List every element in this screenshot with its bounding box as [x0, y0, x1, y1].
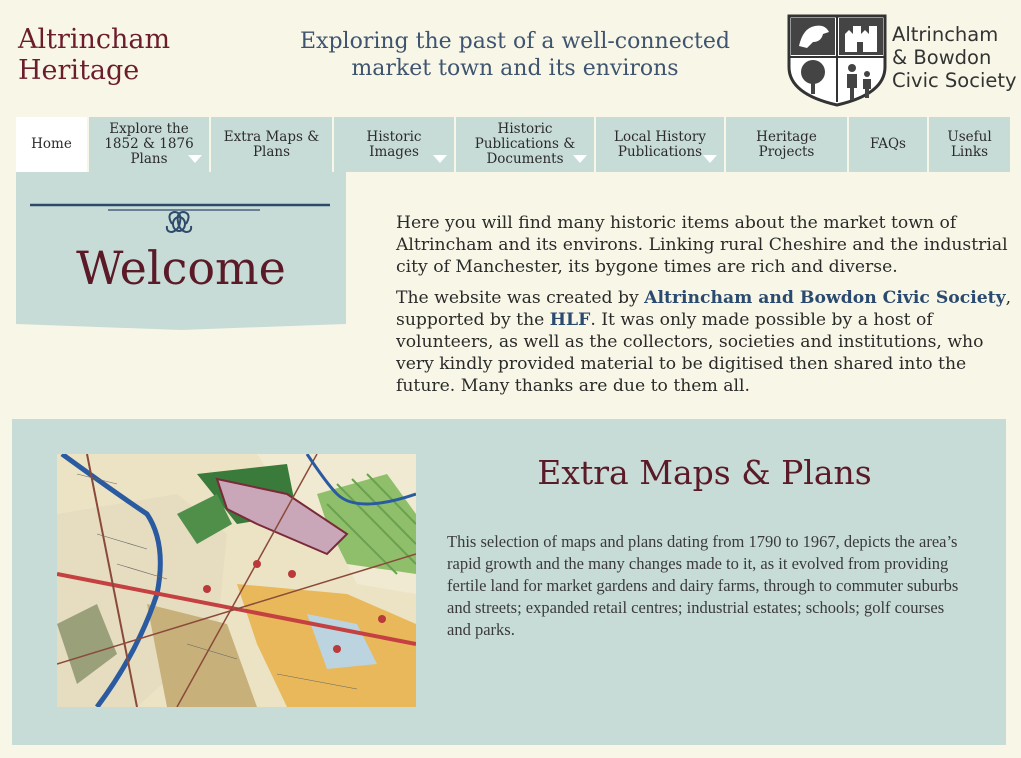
feature-description: This selection of maps and plans dating from 1790 to 1967, depicts the area’s rapid growth and the many changes made to it, as it evolved from providing fertile land for market gardens and dairy farms, through to commuter suburbs and streets; expanded retail centres; industrial estates; schools; golf courses and parks.	[447, 531, 959, 639]
nav-item-label: Useful Links	[947, 128, 992, 160]
welcome-heading: Welcome	[76, 241, 286, 295]
dropdown-caret-icon	[573, 155, 587, 163]
nav-item-faqs[interactable]	[849, 117, 927, 172]
extra-maps-feature	[12, 419, 1006, 745]
nav-item-explore-plans[interactable]	[89, 117, 209, 172]
nav-item-home[interactable]	[16, 117, 87, 172]
dropdown-caret-icon	[703, 155, 717, 163]
dropdown-caret-icon	[188, 155, 202, 163]
site-title-line2: Heritage	[18, 55, 140, 86]
nav-item-label: Historic Images	[366, 128, 422, 160]
civic-society-logo[interactable]	[785, 12, 1015, 108]
nav-item-label: Explore the 1852 & 1876 Plans	[104, 121, 194, 167]
main-nav	[16, 117, 1012, 172]
hlf-link[interactable]: HLF	[549, 310, 591, 330]
site-tagline	[295, 28, 735, 82]
site-title-line1: Altrincham	[18, 24, 171, 55]
dropdown-caret-icon	[433, 155, 447, 163]
nav-item-label: FAQs	[870, 136, 906, 152]
tagline-line2: market town and its environs	[351, 56, 679, 81]
intro-paragraph-1: Here you will find many historic items about the market town of Altrincham and its environs. Linking rural Cheshire and the industrial city of Manchester, its bygone times are rich and diverse.	[396, 213, 1008, 277]
nav-item-local-history[interactable]	[596, 117, 724, 172]
logo-line2: & Bowdon	[892, 46, 992, 69]
nav-item-label: Local History Publications	[614, 128, 706, 160]
map-illustration	[57, 454, 416, 707]
tagline-line1: Exploring the past of a well-connected	[299, 29, 730, 54]
nav-item-useful-links[interactable]	[929, 117, 1010, 172]
feature-title[interactable]: Extra Maps & Plans	[537, 453, 872, 492]
nav-item-label: Home	[31, 136, 72, 152]
logo-text	[892, 23, 1017, 92]
civic-society-link[interactable]: Altrincham and Bowdon Civic Society	[644, 288, 1006, 308]
logo-line3: Civic Society	[892, 69, 1017, 92]
nav-item-extra-maps[interactable]	[211, 117, 332, 172]
nav-item-historic-images[interactable]	[334, 117, 454, 172]
nav-item-label: Heritage Projects	[756, 128, 817, 160]
civic-society-shield-icon	[785, 12, 889, 108]
site-title[interactable]	[18, 24, 170, 86]
logo-line1: Altrincham	[892, 23, 999, 46]
intro-text	[396, 212, 1014, 406]
nav-item-label: Extra Maps & Plans	[223, 128, 320, 160]
nav-item-label: Historic Publications & Documents	[474, 121, 576, 167]
intro-paragraph-2: The website was created by Altrincham and Bowdon Civic Society, supported by the HLF. It was only made possible by a host of volunteers, as well as the collectors, societies and institutions, who very kindly provided material to be digitised then shared into the future. Many thanks are due to them all.	[396, 288, 1012, 396]
historic-map-image[interactable]	[57, 454, 416, 707]
nav-item-historic-publications[interactable]	[456, 117, 594, 172]
nav-item-heritage-projects[interactable]	[726, 117, 847, 172]
welcome-banner	[16, 172, 346, 332]
